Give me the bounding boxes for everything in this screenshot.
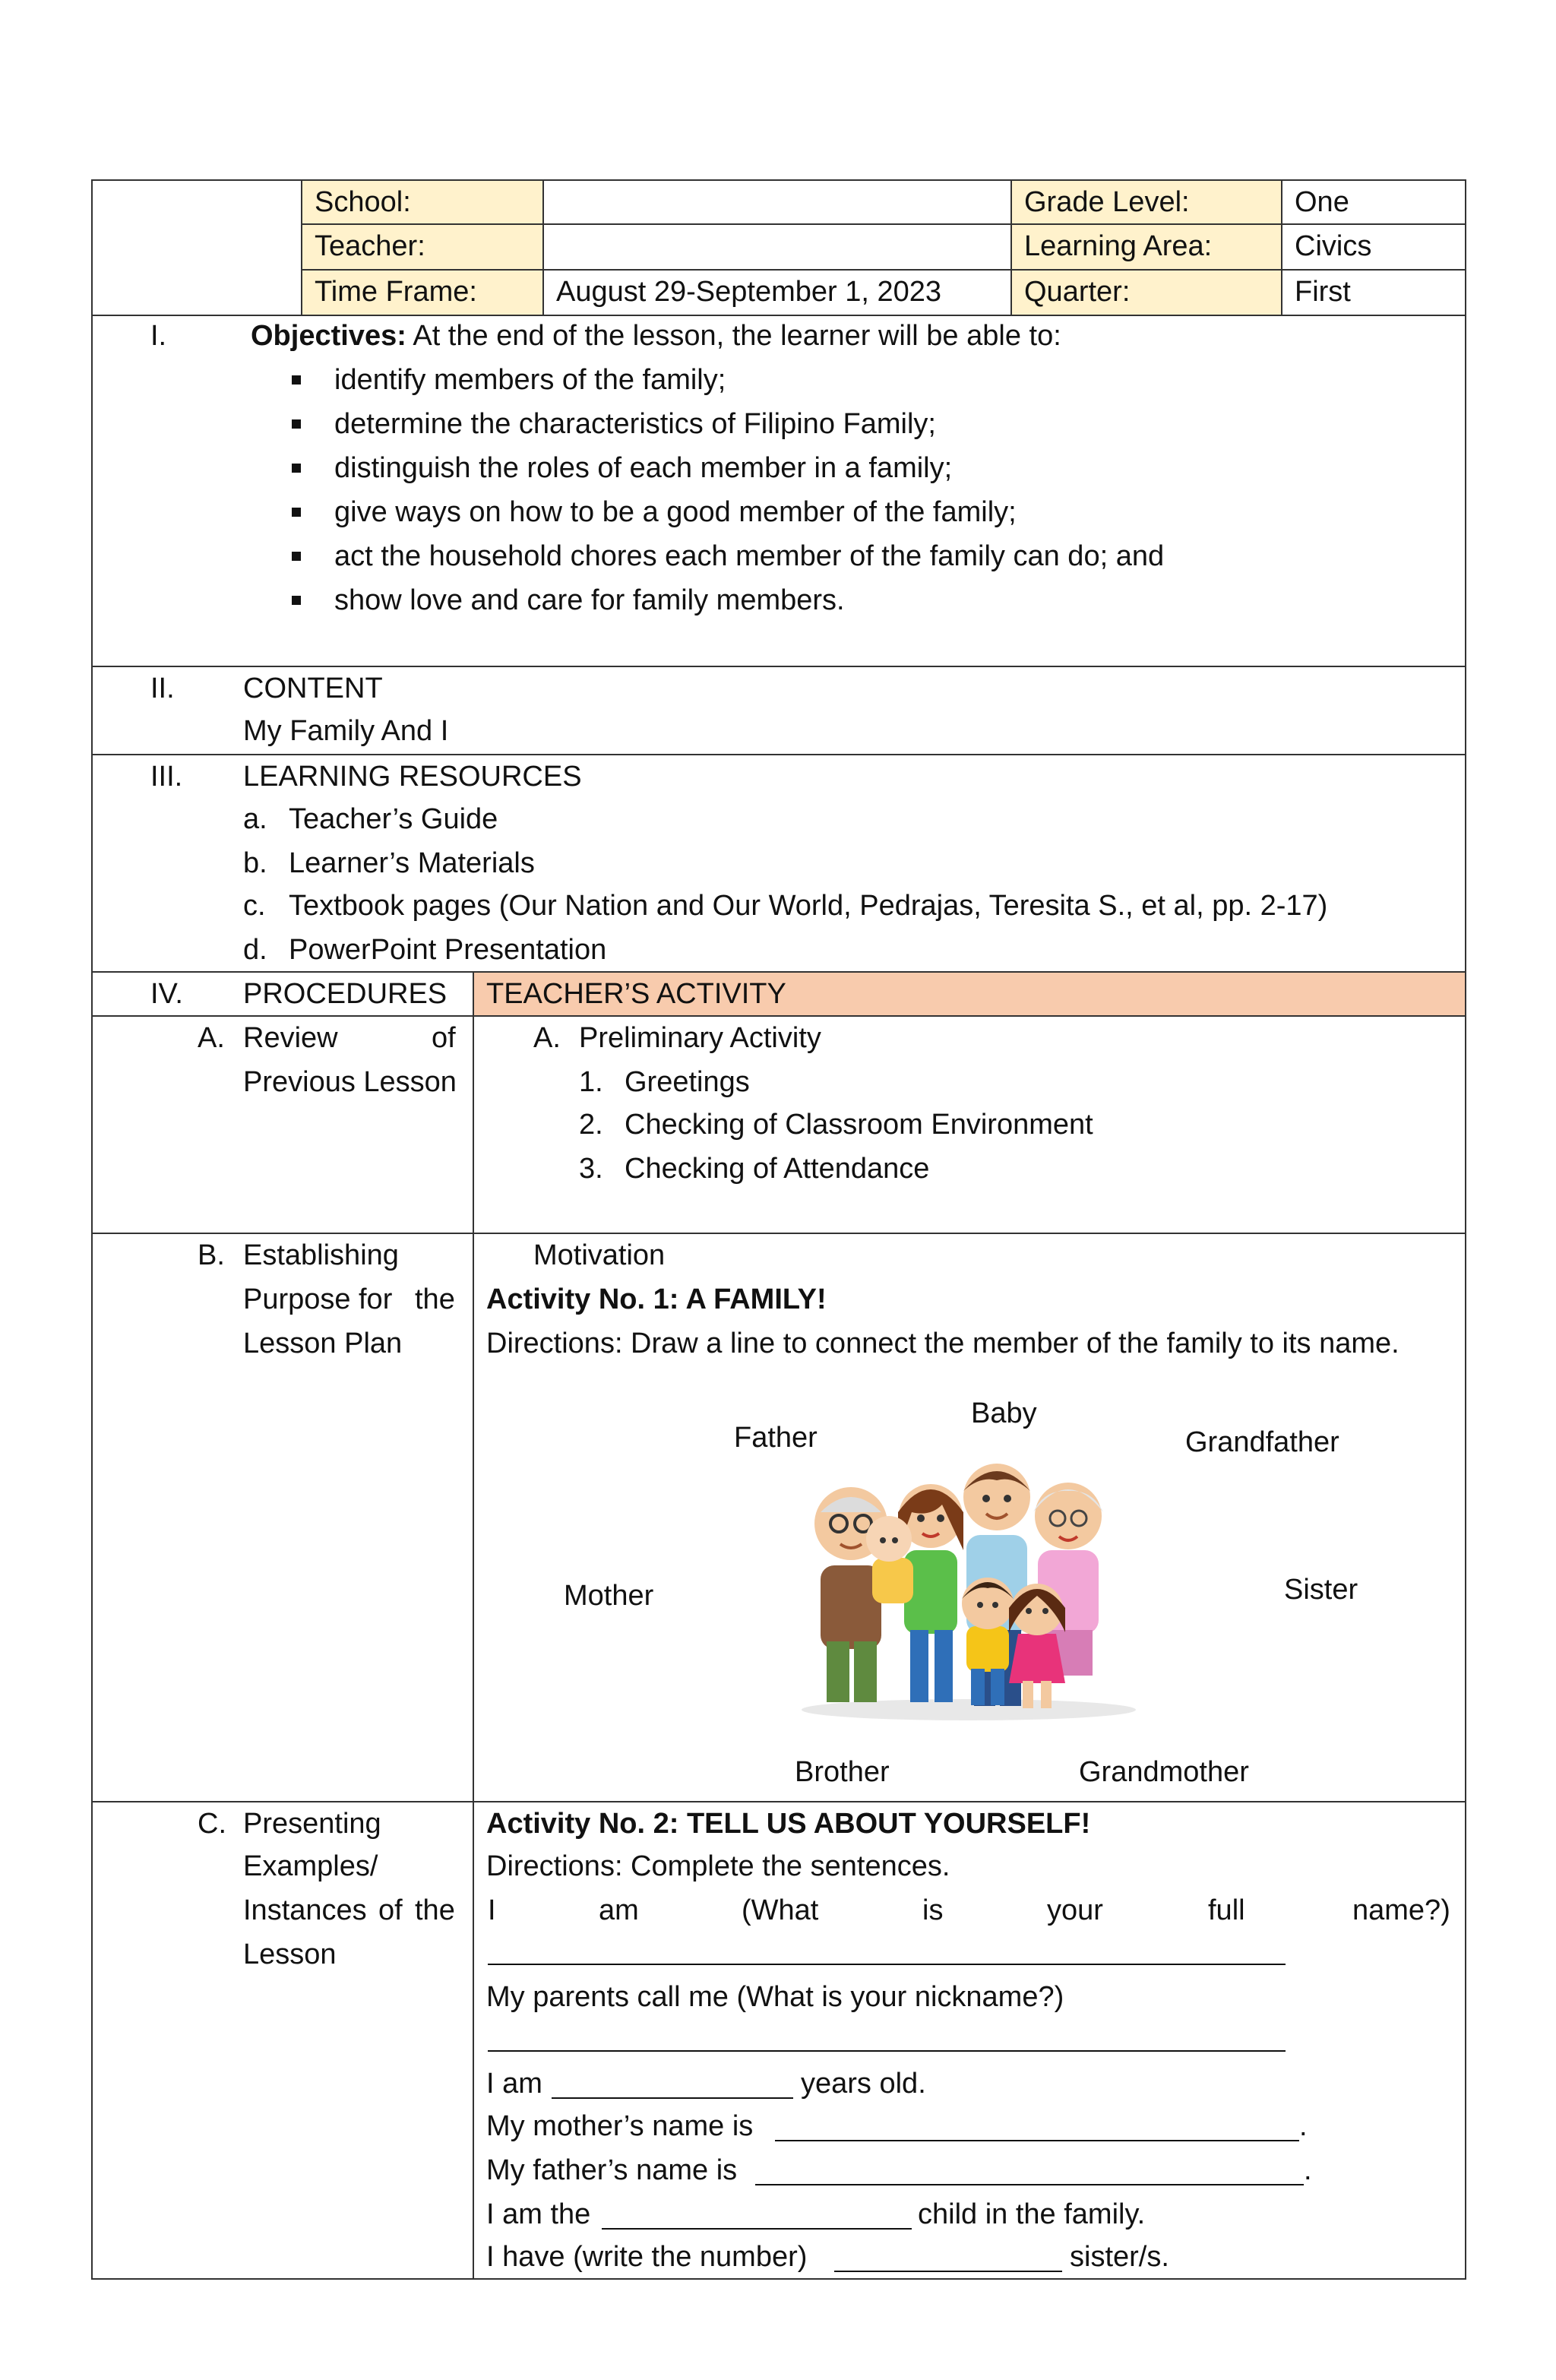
content-numeral: II. xyxy=(150,673,175,704)
mother-name-blank[interactable] xyxy=(775,2140,1299,2141)
purpose-label-word: the xyxy=(415,1283,455,1315)
family-illustration xyxy=(790,1444,1147,1725)
bullet-icon xyxy=(292,375,301,385)
objectives-numeral: I. xyxy=(150,320,167,352)
bullet-icon xyxy=(292,419,301,429)
purpose-label-word: for xyxy=(359,1283,393,1315)
review-label-word: of xyxy=(432,1022,456,1054)
objectives-intro: At the end of the lesson, the learner will be able to: xyxy=(413,320,1061,352)
q6-post: child in the family. xyxy=(918,2198,1146,2230)
purpose-label-line: Establishing xyxy=(243,1239,399,1271)
step-number: 2. xyxy=(579,1109,603,1141)
examples-label-line: Presenting xyxy=(243,1808,381,1840)
activity-2-title: Activity No. 2: TELL US ABOUT YOURSELF! xyxy=(486,1808,1091,1840)
step-text: Greetings xyxy=(625,1066,750,1098)
baby-figure xyxy=(866,1516,913,1603)
resource-letter: b. xyxy=(243,847,267,879)
full-name-blank[interactable] xyxy=(488,1964,1286,1965)
resource-item: Learner’s Materials xyxy=(289,847,535,879)
activity-1-title: Activity No. 1: A FAMILY! xyxy=(486,1283,827,1315)
bullet-icon xyxy=(292,464,301,473)
bullet-icon xyxy=(292,508,301,517)
time-frame-value: August 29-September 1, 2023 xyxy=(542,269,1012,316)
objective-item: act the household chores each member of the family can do; and xyxy=(334,540,1165,572)
examples-letter: C. xyxy=(198,1808,226,1840)
resource-item: Teacher’s Guide xyxy=(289,803,498,835)
name-grandfather: Grandfather xyxy=(1185,1426,1339,1458)
q4-pre: My mother’s name is xyxy=(486,2110,754,2142)
examples-label-word: of xyxy=(378,1894,403,1926)
q1-word: your xyxy=(1047,1894,1103,1926)
q1-word: full xyxy=(1208,1894,1245,1926)
q3-pre: I am xyxy=(486,2068,542,2100)
motivation-label: Motivation xyxy=(533,1239,666,1271)
resources-title: LEARNING RESOURCES xyxy=(243,761,582,793)
examples-label-word: the xyxy=(415,1894,455,1926)
quarter-value: First xyxy=(1281,269,1466,316)
purpose-label-line: Lesson Plan xyxy=(243,1328,403,1359)
objective-item: identify members of the family; xyxy=(334,364,726,396)
examples-label-line: Lesson xyxy=(243,1938,337,1970)
step-number: 1. xyxy=(579,1066,603,1098)
objective-item: give ways on how to be a good member of the family; xyxy=(334,496,1017,528)
q6-pre: I am the xyxy=(486,2198,591,2230)
step-text: Checking of Classroom Environment xyxy=(625,1109,1093,1141)
sisters-count-blank[interactable] xyxy=(834,2271,1062,2272)
name-brother: Brother xyxy=(795,1756,890,1788)
resources-numeral: III. xyxy=(150,761,183,793)
q1-word: is xyxy=(922,1894,944,1926)
school-value xyxy=(542,179,1012,225)
learning-area-label: Learning Area: xyxy=(1010,223,1282,271)
teacher-value xyxy=(542,223,1012,271)
q7-pre: I have (write the number) xyxy=(486,2241,808,2273)
resource-item: Textbook pages (Our Nation and Our World, Pedrajas, Teresita S., et al, pp. 2-17) xyxy=(289,890,1328,922)
name-father: Father xyxy=(734,1422,818,1454)
step-number: 3. xyxy=(579,1153,603,1185)
objectives-heading xyxy=(251,315,1061,357)
learning-area-value: Civics xyxy=(1281,223,1466,271)
q1-word: am xyxy=(599,1894,639,1926)
examples-label-word: Instances xyxy=(243,1894,367,1926)
age-blank[interactable] xyxy=(552,2097,793,2099)
q1-word: I xyxy=(488,1894,496,1926)
q7-post: sister/s. xyxy=(1070,2241,1169,2273)
activity-1-directions: Directions: Draw a line to connect the member of the family to its name. xyxy=(486,1328,1399,1359)
purpose-label-word: Purpose xyxy=(243,1283,351,1315)
q1-word: (What xyxy=(742,1894,819,1926)
prelim-letter: A. xyxy=(533,1022,561,1054)
q5-post: . xyxy=(1304,2154,1312,2186)
teacher-label: Teacher: xyxy=(301,223,544,271)
content-title: CONTENT xyxy=(243,673,383,704)
procedures-numeral: IV. xyxy=(150,978,183,1010)
bullet-icon xyxy=(292,596,301,605)
objective-item: determine the characteristics of Filipino Family; xyxy=(334,408,936,440)
q3-post: years old. xyxy=(801,2068,926,2100)
teacher-activity-label: TEACHER’S ACTIVITY xyxy=(486,978,786,1010)
name-grandmother: Grandmother xyxy=(1079,1756,1249,1788)
resource-item: PowerPoint Presentation xyxy=(289,934,607,966)
objective-item: distinguish the roles of each member in a family; xyxy=(334,452,953,484)
bullet-icon xyxy=(292,552,301,561)
birth-order-blank[interactable] xyxy=(602,2228,912,2230)
step-text: Checking of Attendance xyxy=(625,1153,930,1185)
school-label: School: xyxy=(301,179,544,225)
objective-item: show love and care for family members. xyxy=(334,584,845,616)
objectives-title: Objectives: xyxy=(251,320,406,352)
grade-level-value: One xyxy=(1281,179,1466,225)
nickname-blank[interactable] xyxy=(488,2050,1286,2052)
q5-pre: My father’s name is xyxy=(486,2154,738,2186)
name-sister: Sister xyxy=(1284,1574,1358,1606)
grade-level-label: Grade Level: xyxy=(1010,179,1282,225)
prelim-title: Preliminary Activity xyxy=(579,1022,821,1054)
examples-label-line: Examples/ xyxy=(243,1850,378,1882)
review-letter: A. xyxy=(198,1022,225,1054)
review-label-word: Review xyxy=(243,1022,338,1054)
purpose-letter: B. xyxy=(198,1239,225,1271)
procedures-title: PROCEDURES xyxy=(243,978,448,1010)
activity-2-directions: Directions: Complete the sentences. xyxy=(486,1850,950,1882)
q4-post: . xyxy=(1299,2110,1308,2142)
quarter-label: Quarter: xyxy=(1010,269,1282,316)
resource-letter: a. xyxy=(243,803,267,835)
name-mother: Mother xyxy=(564,1580,654,1612)
q1-word: name?) xyxy=(1352,1894,1450,1926)
resource-letter: c. xyxy=(243,890,266,922)
q2-text: My parents call me (What is your nickname?) xyxy=(486,1981,1064,2013)
content-topic: My Family And I xyxy=(243,715,449,747)
review-label-line: Previous Lesson xyxy=(243,1066,457,1098)
time-frame-label: Time Frame: xyxy=(301,269,544,316)
name-baby: Baby xyxy=(971,1397,1037,1429)
father-name-blank[interactable] xyxy=(755,2184,1304,2185)
resource-letter: d. xyxy=(243,934,267,966)
